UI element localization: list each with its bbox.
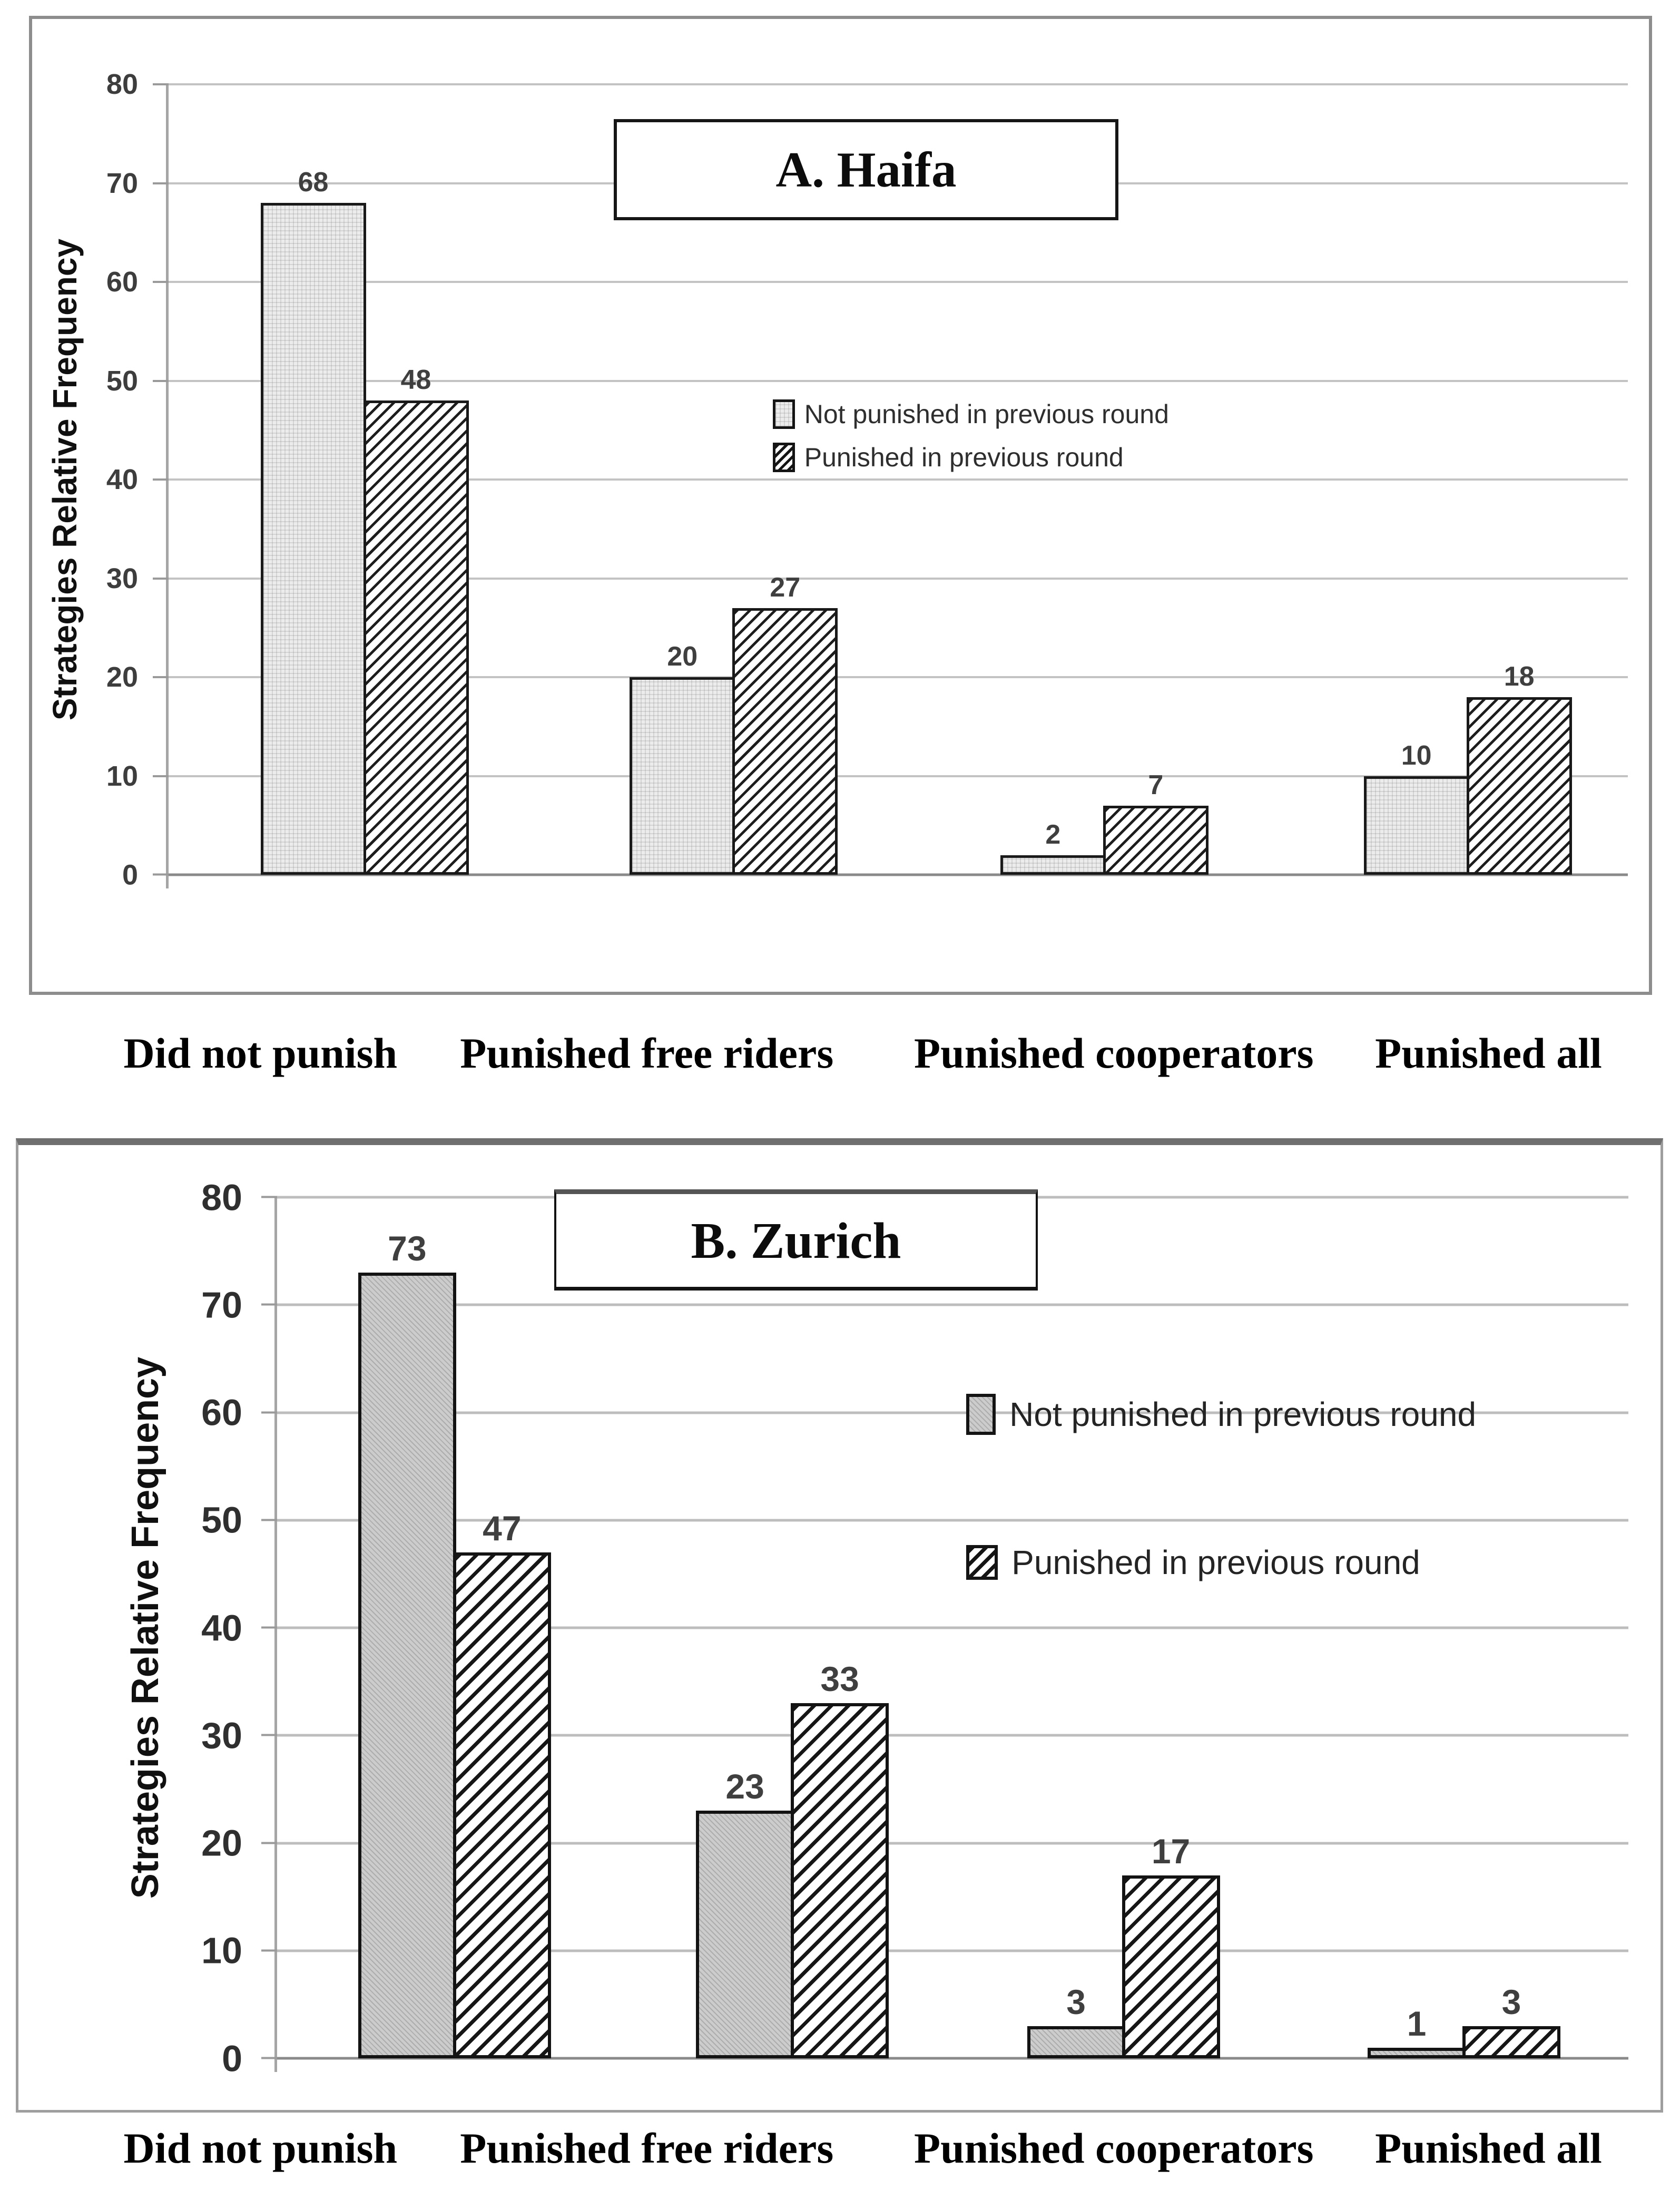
category-labels-haifa [0,1029,1680,1097]
bar-series2 [732,572,838,875]
legend-item-not-punished [966,1394,1476,1435]
legend-haifa [773,399,1169,485]
panel-zurich [16,1138,1663,2113]
chart-title-box-haifa [614,119,1118,220]
bar-value-label: 2 [1045,819,1061,850]
bar-value-label: 1 [1407,2003,1427,2043]
bar-value-label: 7 [1148,769,1164,800]
legend-swatch-hatched-icon [966,1545,998,1580]
bar-series1 [696,1767,794,2058]
y-tick-label: 0 [122,859,138,891]
legend-swatch-gray-icon [966,1394,996,1435]
y-tick-label: 70 [106,167,138,199]
category-label: Punished all [1375,1029,1602,1077]
bar-series2 [1467,661,1572,875]
category-label: Punished cooperators [914,1029,1314,1077]
legend-label: Not punished in previous round [804,399,1169,429]
category-label: Did not punish [123,2124,398,2172]
bar-group-punished-cooperators [1027,1197,1220,2058]
legend-zurich [966,1394,1476,1582]
legend-item-punished [773,442,1169,473]
bar-group-did-not-punish [358,1197,551,2058]
y-tick-label: 30 [201,1715,242,1756]
plot-area-zurich [201,1177,1628,2079]
bar-value-label: 18 [1504,661,1535,692]
bar-value-label: 3 [1501,1982,1521,2021]
bar-value-label: 10 [1401,740,1432,771]
bar-series2 [1122,1831,1220,2058]
legend-label: Punished in previous round [804,443,1124,472]
category-label: Punished free riders [460,1029,834,1077]
bar-series1 [1000,819,1106,875]
bar-series1 [1364,740,1469,875]
bar-series2 [791,1659,889,2058]
bar-group-did-not-punish [261,84,469,875]
y-tick-label: 0 [222,2038,242,2079]
legend-item-punished [966,1543,1476,1582]
category-label: Punished all [1375,2124,1602,2172]
bar-group-punished-free-riders [696,1197,889,2058]
bar-value-label: 73 [388,1228,427,1268]
bar-series1 [1368,2003,1466,2058]
bar-value-label: 33 [820,1659,859,1698]
y-tick-label: 20 [106,661,138,693]
chart-title: A. Haifa [775,142,957,198]
bar-series1 [1027,1982,1125,2058]
y-tick-label: 50 [106,365,138,397]
chart-title-box-zurich [554,1189,1038,1291]
bar-series2 [1462,1982,1560,2058]
bar-value-label: 27 [770,572,801,603]
plot-area-haifa [106,69,1628,891]
bar-series2 [363,365,469,875]
legend-label: Punished in previous round [1011,1543,1420,1581]
bar-series1 [358,1228,456,2058]
bar-group-punished-all [1364,84,1572,875]
bar-value-label: 3 [1066,1982,1086,2021]
category-label: Punished cooperators [914,2124,1314,2172]
y-tick-label: 20 [201,1822,242,1864]
bar-value-label: 47 [483,1509,522,1548]
bar-series1 [630,641,735,875]
bar-value-label: 68 [298,167,329,198]
bar-group-punished-all [1368,1197,1560,2058]
bar-value-label: 20 [667,641,698,672]
y-tick-label: 30 [106,562,138,594]
category-labels-zurich [0,2124,1680,2192]
bar-value-label: 17 [1151,1831,1191,1871]
y-axis-line [166,83,169,888]
panel-haifa [29,16,1652,995]
bar-series2 [453,1509,551,2058]
category-label: Did not punish [123,1029,398,1077]
y-tick-label: 80 [106,69,138,100]
y-tick-label: 40 [106,464,138,495]
y-tick-label: 10 [106,760,138,792]
bar-value-label: 48 [400,365,431,395]
bar-value-label: 23 [725,1767,764,1806]
y-tick-label: 40 [201,1607,242,1648]
category-label: Punished free riders [460,2124,834,2172]
y-axis-title-haifa: Strategies Relative Frequency [46,238,84,721]
y-tick-label: 60 [106,266,138,298]
y-axis-title-zurich: Strategies Relative Frequency [124,1356,166,1899]
legend-item-not-punished [773,399,1169,429]
y-tick-label: 50 [201,1499,242,1541]
legend-swatch-hatched-icon [773,443,795,472]
bar-series2 [1103,769,1209,875]
legend-label: Not punished in previous round [1009,1395,1477,1433]
chart-title: B. Zurich [691,1212,901,1269]
y-tick-label: 70 [201,1284,242,1326]
y-axis-line [274,1196,277,2072]
y-tick-label: 10 [201,1930,242,1971]
y-tick-label: 60 [201,1392,242,1433]
legend-swatch-dotted-icon [773,399,795,429]
bar-series1 [261,167,366,875]
y-tick-label: 80 [201,1177,242,1218]
